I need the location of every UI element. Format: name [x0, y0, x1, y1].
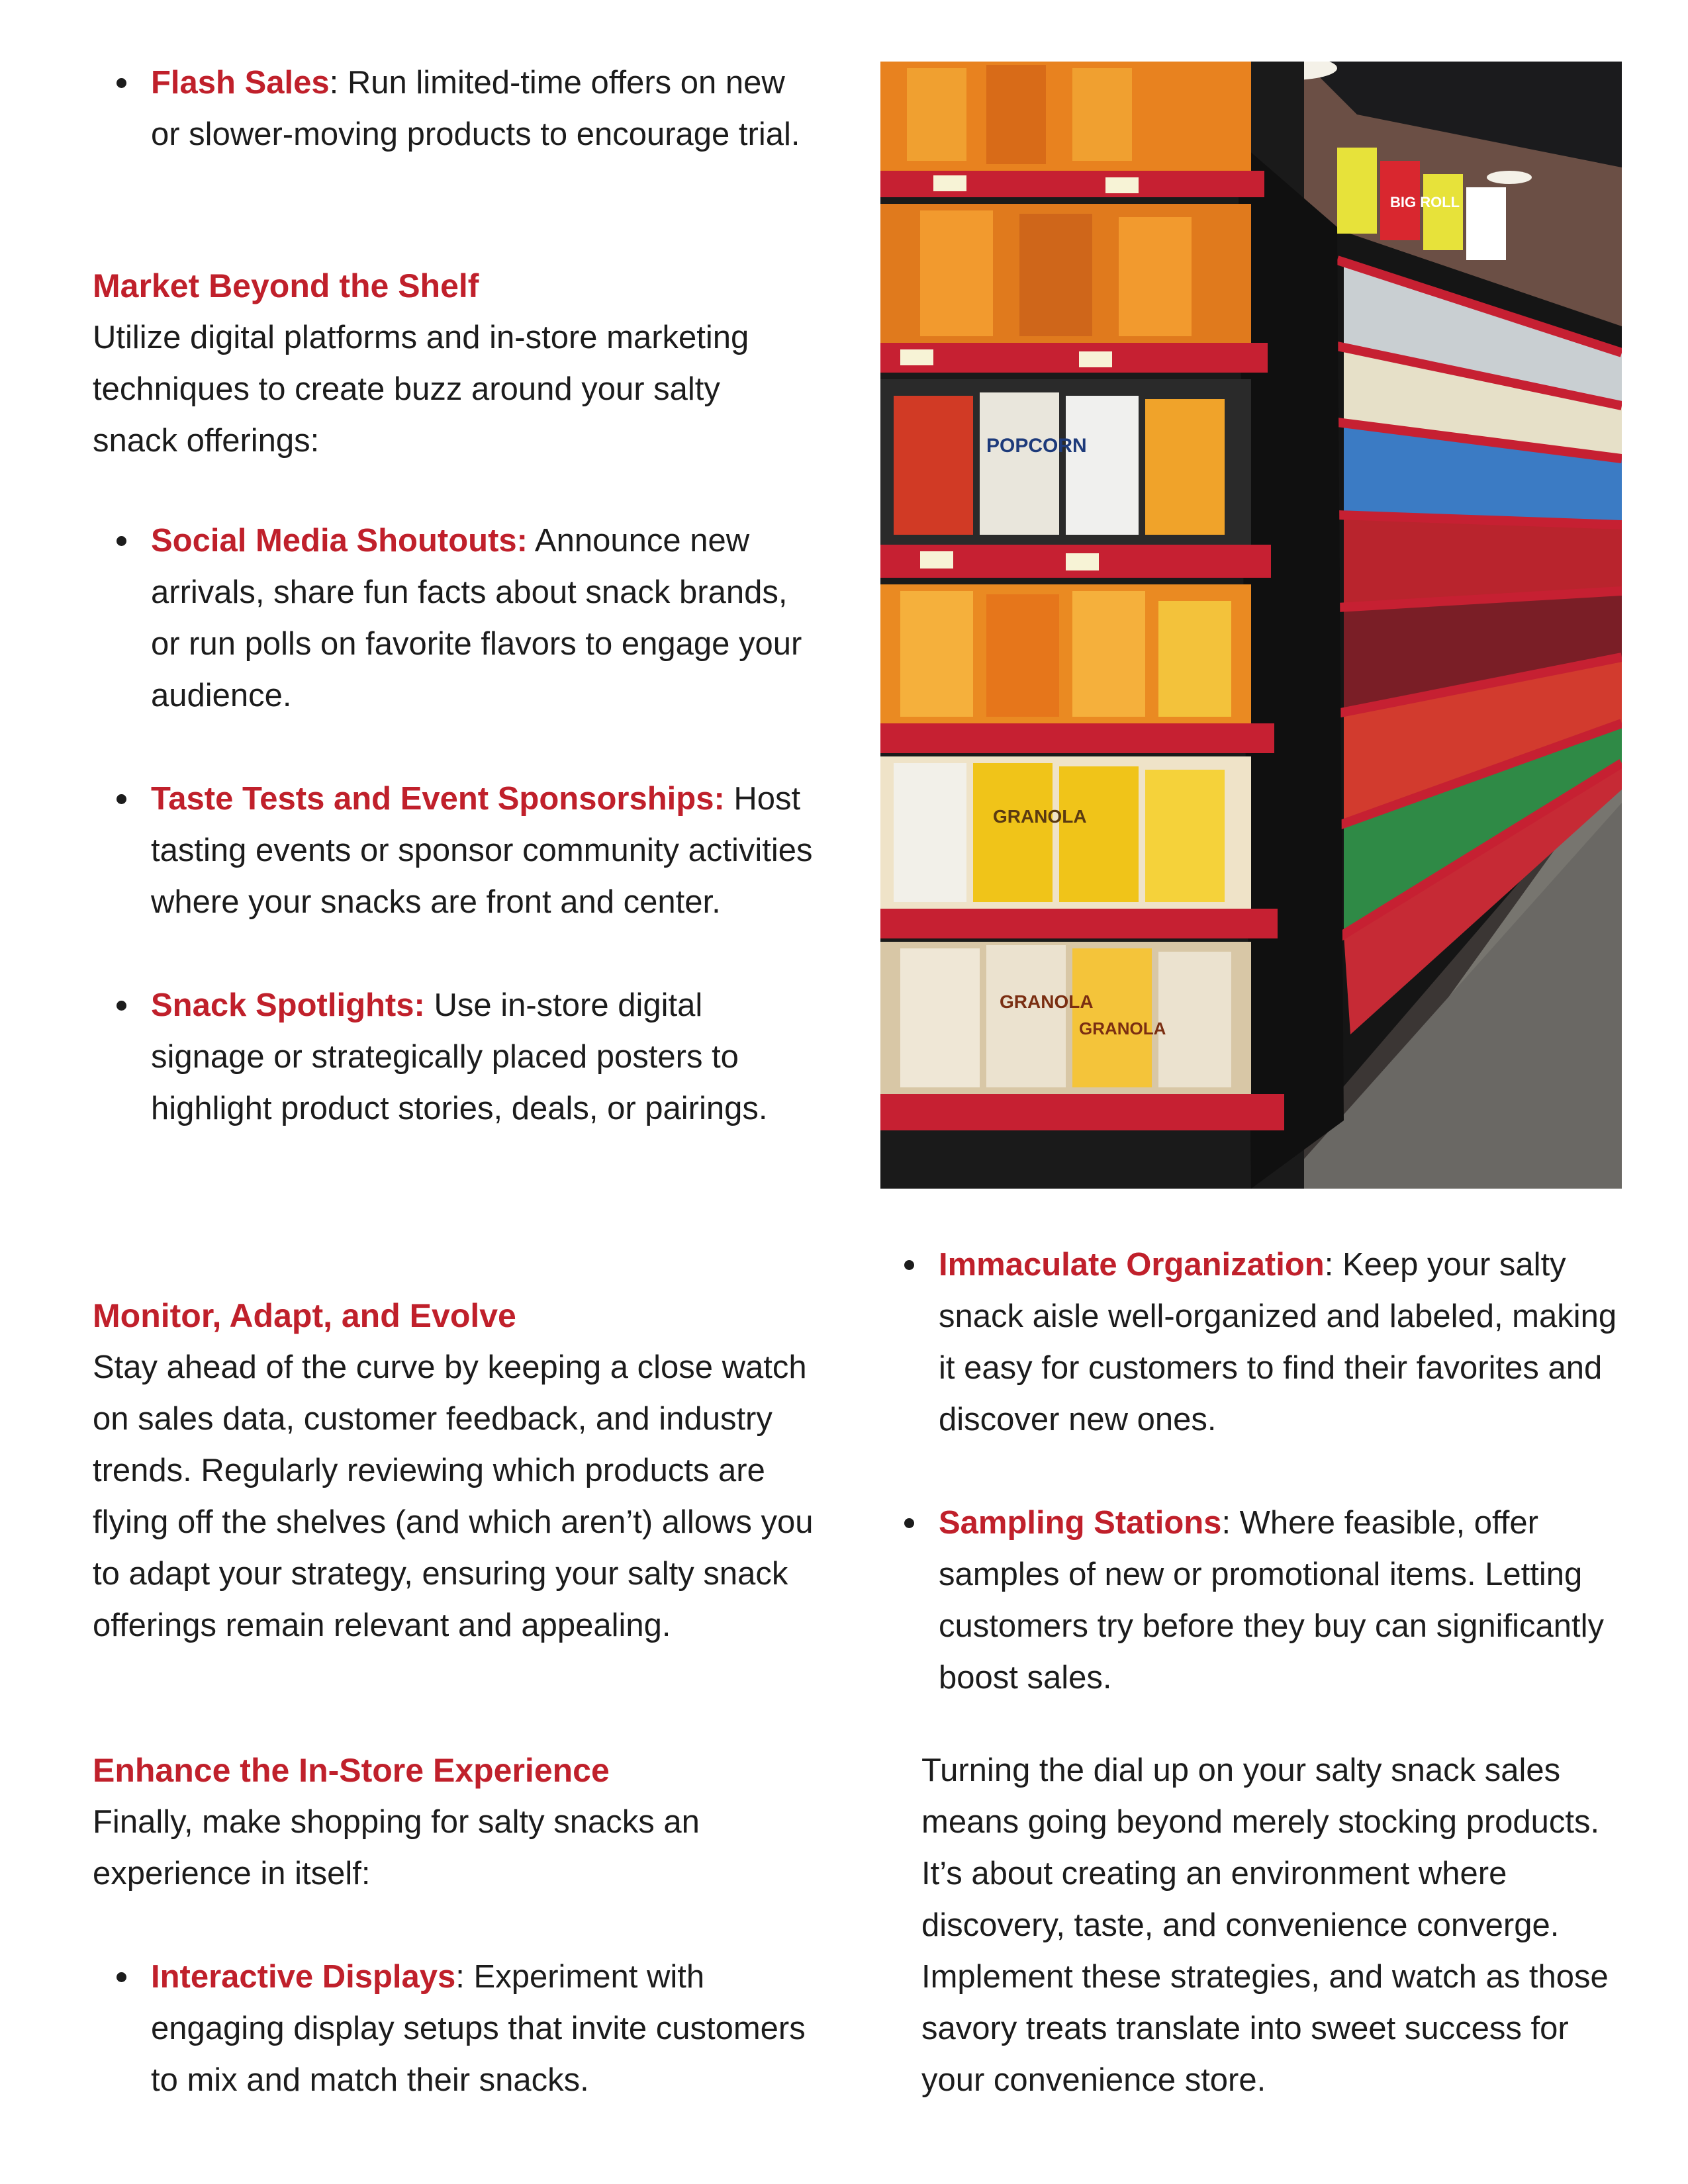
term-sampling-stations: Sampling Stations: [939, 1505, 1222, 1541]
granola-label-1: GRANOLA: [993, 806, 1087, 827]
bullet-dot: [117, 1972, 126, 1982]
list-item: Immaculate Organization: Keep your salty snack aisle well-organized and labeled, making it easy for customers to find their favorites and discover new ones.: [880, 1239, 1635, 1445]
heading-monitor-adapt: Monitor, Adapt, and Evolve: [93, 1297, 516, 1334]
bullet-dot: [904, 1518, 914, 1528]
term-social-media: Social Media Shoutouts:: [151, 523, 528, 559]
bullet-dot: [117, 794, 126, 804]
list-item: [93, 773, 821, 928]
market-list: [93, 515, 821, 1134]
term-taste-tests: Taste Tests and Event Sponsorships:: [151, 781, 725, 817]
granola-label-2: GRANOLA: [1000, 991, 1094, 1012]
popcorn-label: POPCORN: [986, 435, 1087, 457]
monitor-text: Stay ahead of the curve by keeping a close watch on sales data, customer feedback, and industry trends. Regularly reviewing which products are flying off the shelves (and which aren’t) allows you to adapt your strategy, ensuring your salty snack offerings remain relevant and appealing.: [93, 1349, 814, 1643]
bullet-dot: [904, 1260, 914, 1270]
list-item: [93, 515, 821, 721]
term-interactive-displays: Interactive Displays: [151, 1959, 456, 1995]
closing-paragraph: Turning the dial up on your salty snack sales means going beyond merely stocking products. It’s about creating an environment where discovery, taste, and convenience converge. Implement these strategies, and watch as those savory treats translate into sweet success for your convenience store.: [921, 1752, 1609, 2098]
bullet-dot: [117, 1001, 126, 1011]
heading-market-beyond-shelf: Market Beyond the Shelf: [93, 267, 479, 304]
snack-aisle-illustration: [880, 62, 1622, 1189]
item-text: Run limited-time offers on new or slower-moving products to encourage trial.: [151, 65, 800, 152]
list-item: Flash Sales: Run limited-time offers on new or slower-moving products to encourage trial.: [93, 57, 821, 160]
item-text: Keep your salty snack aisle well-organized and labeled, making it easy for customers to find their favorites and discover new ones.: [939, 1247, 1617, 1437]
item-text: Host tasting events or sponsor community activities where your snacks are front and center.: [151, 781, 813, 920]
heading-enhance-experience: Enhance the In-Store Experience: [93, 1752, 610, 1789]
flash-sales-list: [93, 57, 821, 160]
right-list: [880, 1239, 1635, 1704]
granola-label-3: GRANOLA: [1079, 1019, 1166, 1038]
big-roll-label: BIG ROLL: [1390, 194, 1460, 210]
item-text: Use in-store digital signage or strategically placed posters to highlight product stories, deals, or pairings.: [151, 987, 768, 1126]
term-immaculate-organization: Immaculate Organization: [939, 1247, 1325, 1283]
item-text: Experiment with engaging display setups that invite customers to mix and match their snacks.: [151, 1959, 806, 2098]
bullet-dot: [117, 536, 126, 546]
snack-aisle-photo: [880, 62, 1622, 1189]
term-snack-spotlights: Snack Spotlights:: [151, 987, 425, 1023]
enhance-intro: Finally, make shopping for salty snacks an experience in itself:: [93, 1804, 700, 1891]
item-text: Where feasible, offer samples of new or promotional items. Letting customers try before they buy can significantly boost sales.: [939, 1505, 1604, 1696]
enhance-list: [93, 1951, 821, 2106]
list-item: Sampling Stations: Where feasible, offer samples of new or promotional items. Letting customers try before they buy can significantly boost sales.: [880, 1497, 1635, 1704]
list-item: [93, 979, 821, 1134]
term-flash-sales: Flash Sales: [151, 65, 330, 101]
item-text: Announce new arrivals, share fun facts about snack brands, or run polls on favorite flavors to engage your audience.: [151, 523, 802, 713]
list-item: Interactive Displays: Experiment with engaging display setups that invite customers to mix and match their snacks.: [93, 1951, 821, 2106]
market-intro: Utilize digital platforms and in-store marketing techniques to create buzz around your salty snack offerings:: [93, 320, 749, 459]
bullet-dot: [117, 78, 126, 88]
